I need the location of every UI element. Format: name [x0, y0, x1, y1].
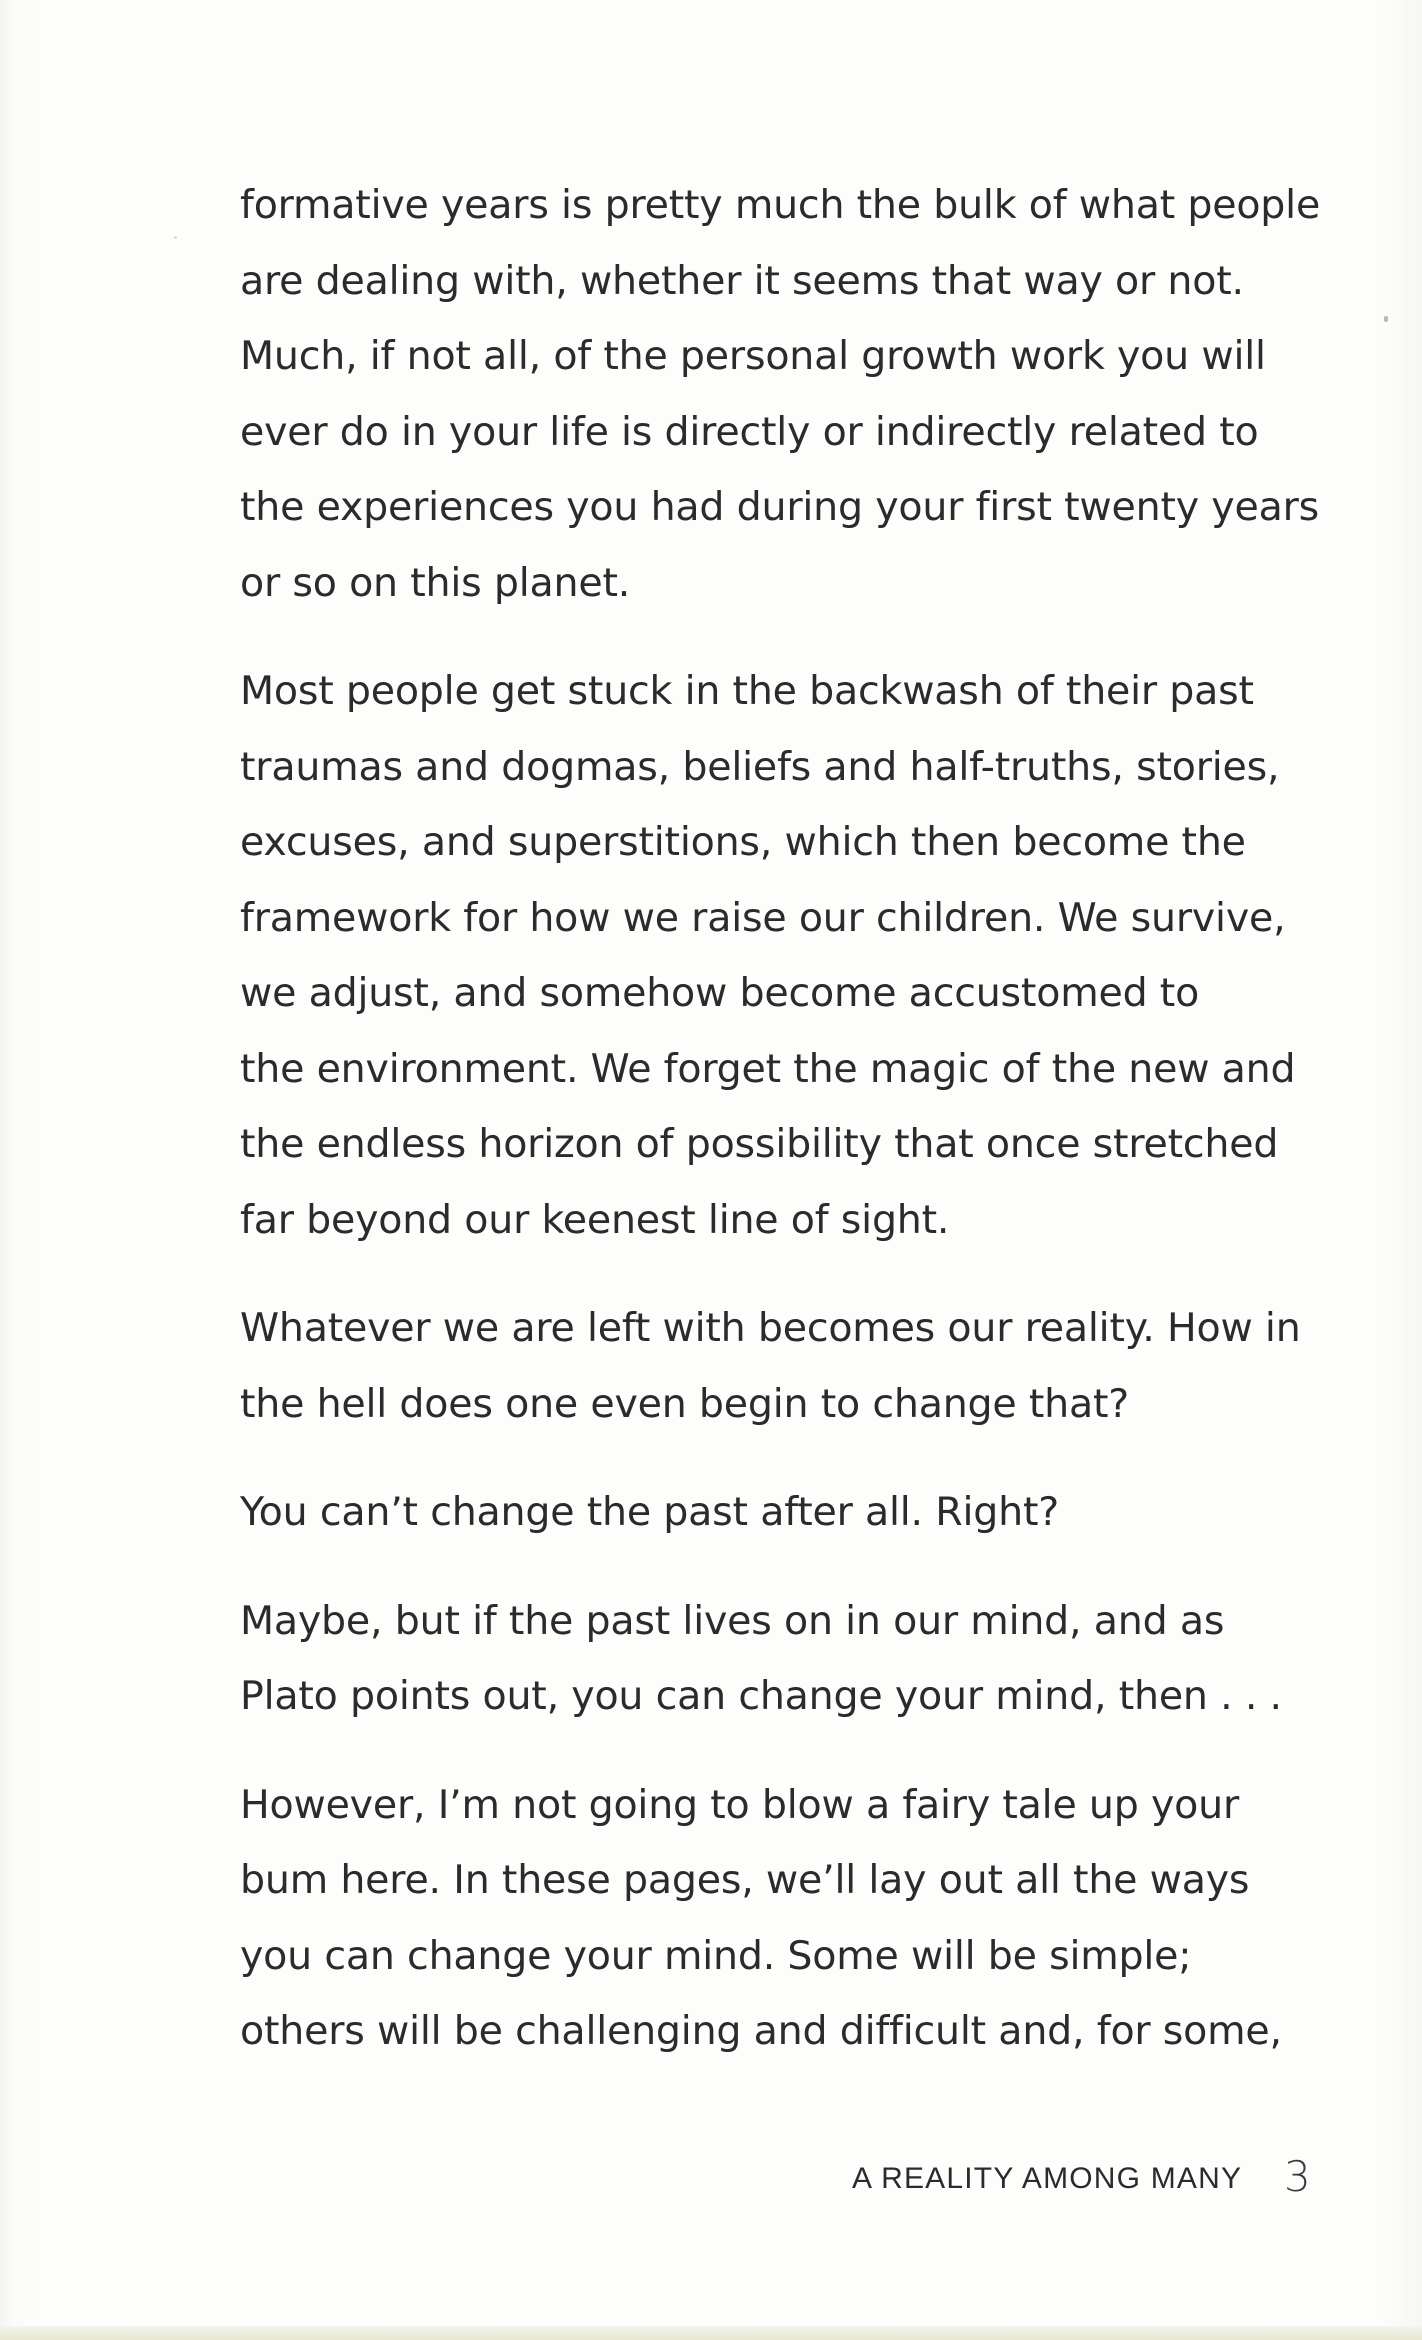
text-line: Maybe, but if the past lives on in our mind, and as: [240, 1597, 1225, 1644]
text-line: You can’t change the past after all. Right?: [240, 1489, 1060, 1535]
text-line: the environment. We forget the magic of the new and: [240, 1045, 1296, 1092]
paragraph: [240, 1584, 1280, 1735]
paper-speck: [174, 236, 177, 239]
paragraph: [240, 1291, 1301, 1442]
text-line: traumas and dogmas, beliefs and half-truths, stories,: [240, 743, 1280, 790]
page-number: 3: [1284, 2152, 1311, 2201]
body-text: [240, 168, 1321, 2103]
text-line: far beyond our keenest line of sight.: [240, 1196, 950, 1243]
text-line: the hell does one even begin to change that?: [240, 1380, 1130, 1427]
text-line: the experiences you had during your first twenty years: [240, 484, 1319, 530]
text-line: However, I’m not going to blow a fairy tale up your: [240, 1781, 1239, 1828]
text-line: formative years is pretty much the bulk of what people: [240, 182, 1321, 228]
paragraph: [240, 168, 1321, 621]
text-line: bum here. In these pages, we’ll lay out all the ways: [240, 1857, 1250, 1903]
text-line: Most people get stuck in the backwash of their past: [240, 668, 1254, 714]
text-line: Whatever we are left with becomes our reality. How in: [240, 1305, 1301, 1351]
text-line: others will be challenging and difficult and, for some,: [240, 2008, 1282, 2054]
paragraph: [240, 654, 1296, 1258]
text-line: we adjust, and somehow become accustomed to: [240, 970, 1200, 1016]
running-footer-title: A REALITY AMONG MANY: [852, 2162, 1243, 2195]
text-line: framework for how we raise our children. We survive,: [240, 894, 1286, 941]
text-line: you can change your mind. Some will be simple;: [240, 1932, 1192, 1979]
text-line: ever do in your life is directly or indirectly related to: [240, 408, 1259, 455]
paragraph: [240, 1475, 1280, 1551]
page-bottom-edge: [0, 2326, 1422, 2340]
text-line: the endless horizon of possibility that once stretched: [240, 1121, 1279, 1167]
text-line: excuses, and superstitions, which then become the: [240, 819, 1246, 865]
text-line: or so on this planet.: [240, 559, 631, 606]
text-line: are dealing with, whether it seems that way or not.: [240, 257, 1244, 304]
text-line: Much, if not all, of the personal growth work you will: [240, 333, 1266, 379]
paragraph: [240, 1768, 1280, 2070]
text-line: Plato points out, you can change your mind, then . . .: [240, 1673, 1282, 1719]
paper-speck: [1384, 316, 1388, 322]
